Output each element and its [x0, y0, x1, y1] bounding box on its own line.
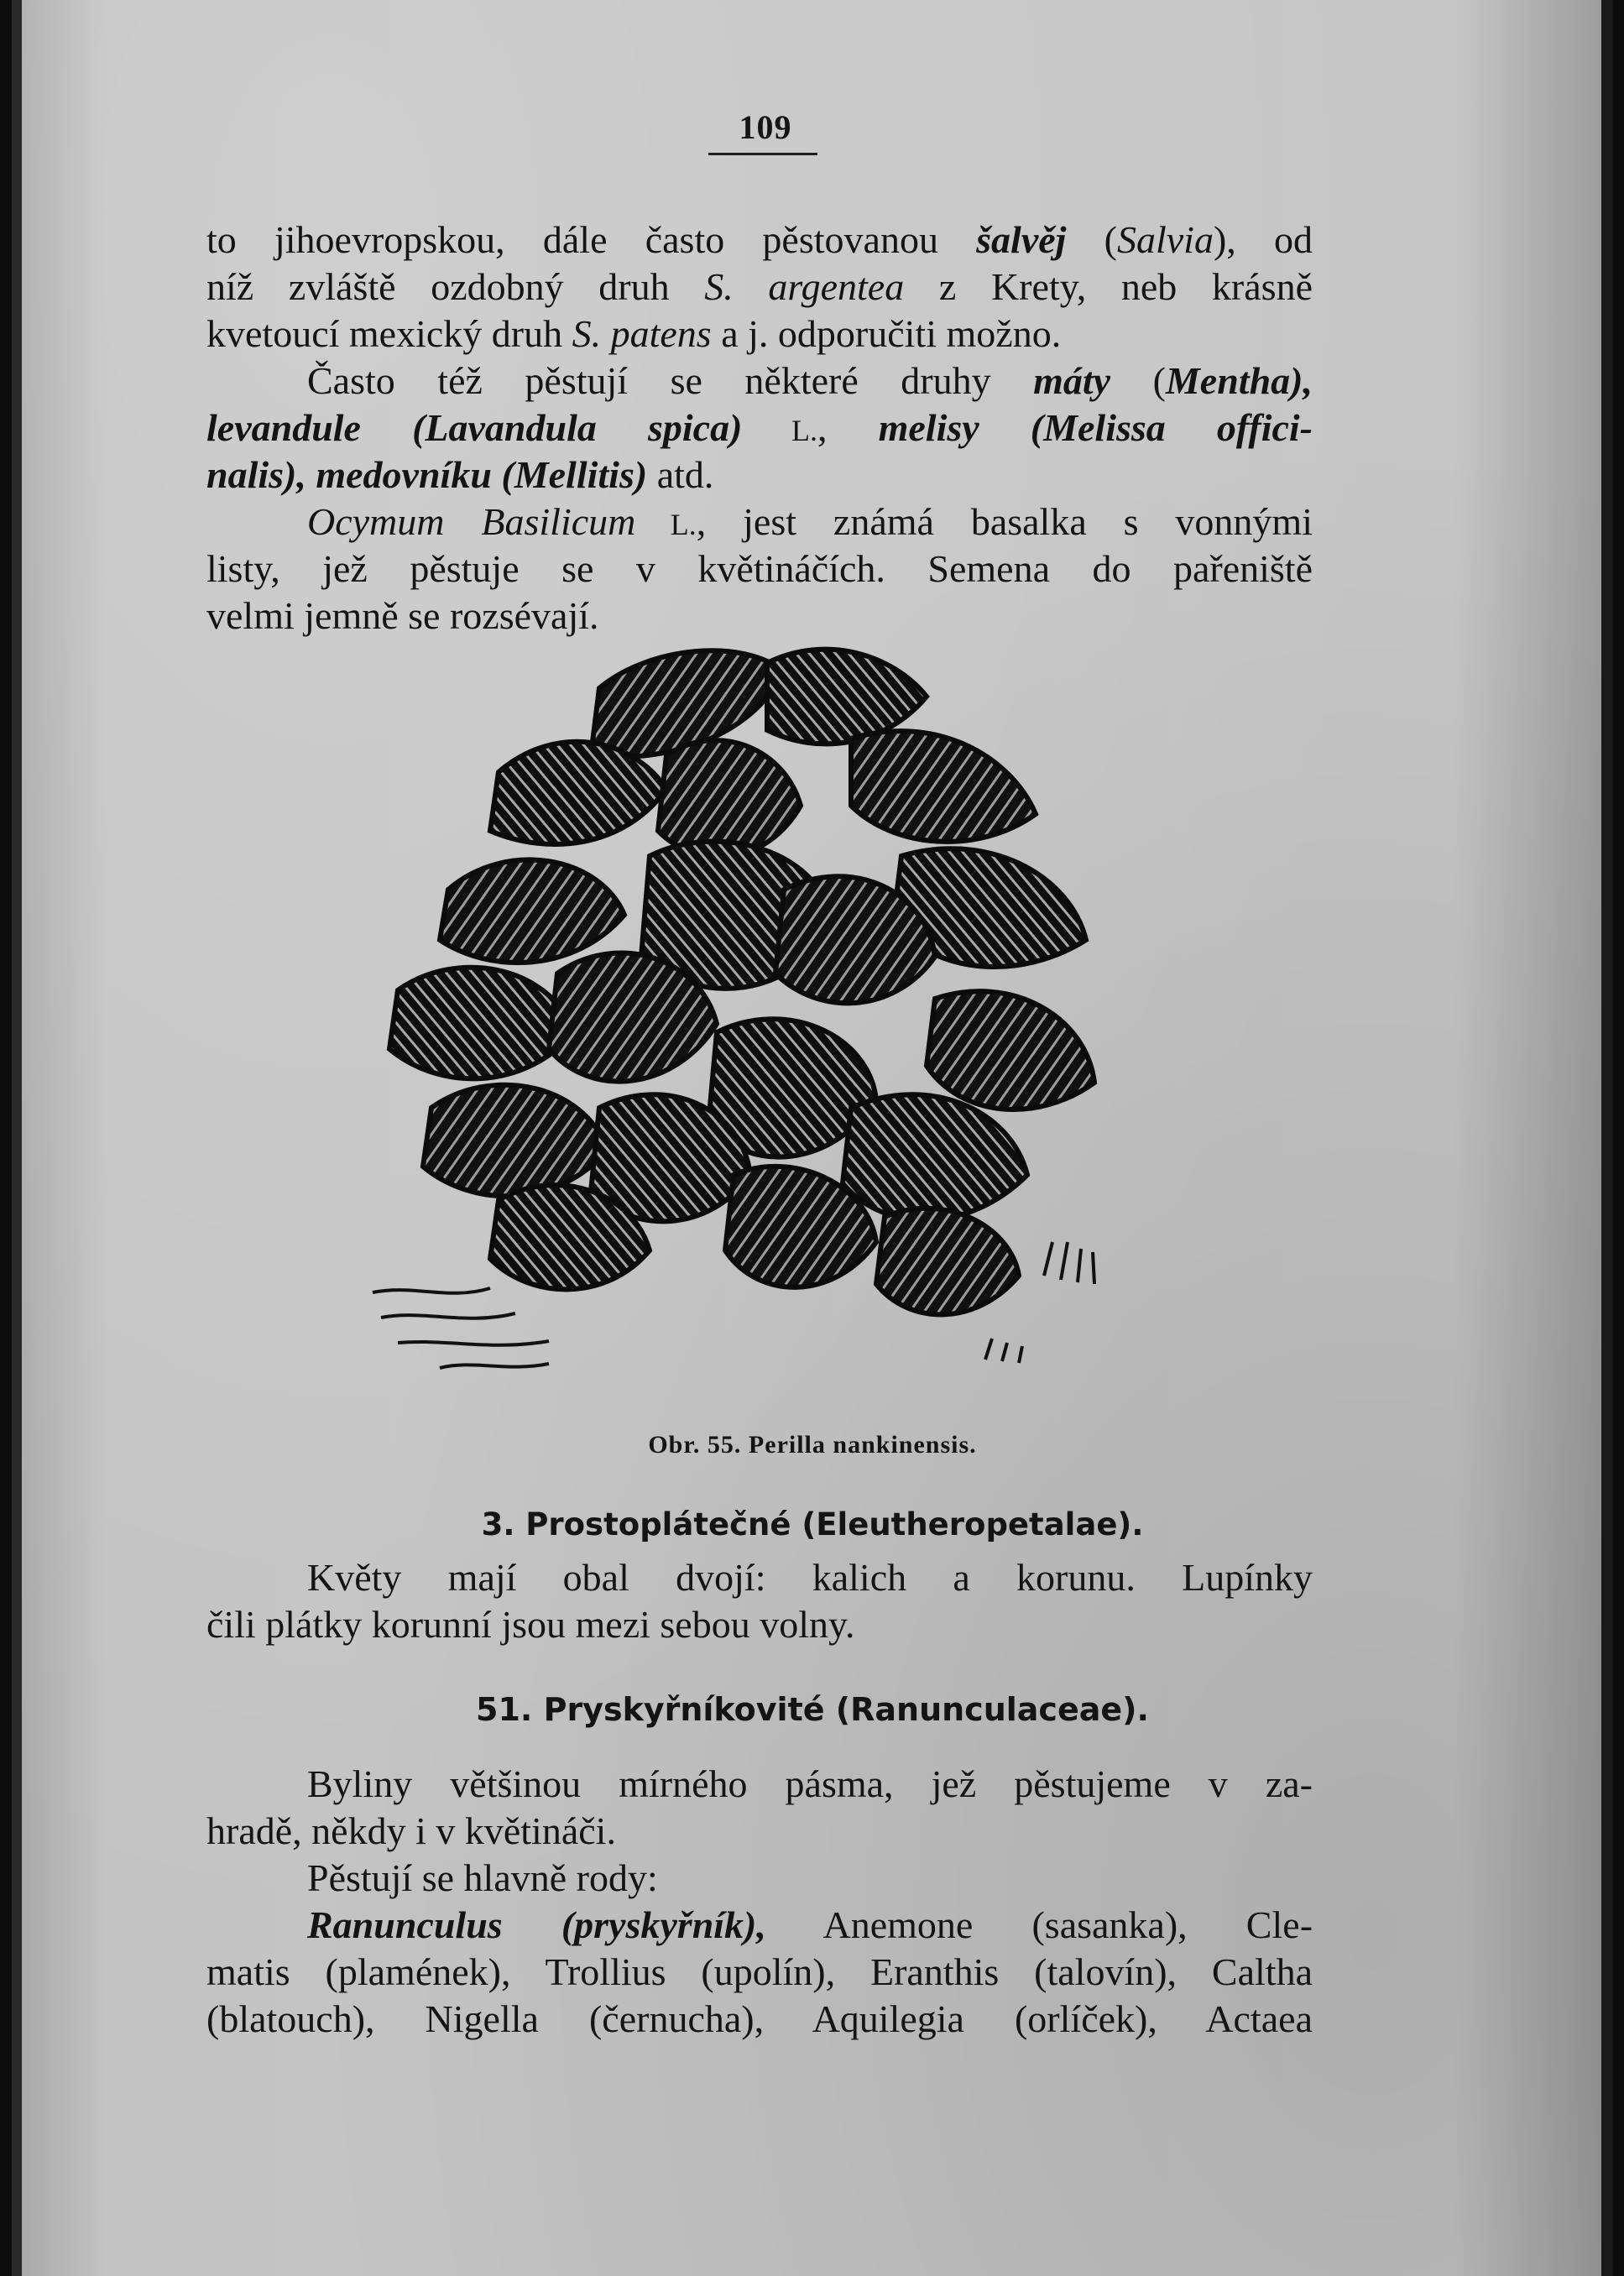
- middle-text-block: [206, 1554, 1313, 1648]
- paragraph-6-line-3: matis (plamének), Trollius (upolín), Eranthis (talovín), Caltha: [206, 1950, 1313, 1993]
- paragraph-3-line-3: velmi jemně se rozsévají.: [206, 594, 599, 637]
- paragraph-2-line-2: levandule (Lavandula spica) L., melisy (Melissa offici-: [206, 406, 1313, 449]
- paragraph-6-line-4: (blatouch), Nigella (černucha), Aquilegia (orlíček), Actaea: [206, 1997, 1313, 2040]
- paragraph-2-line-3: nalis), medovníku (Mellitis) atd.: [206, 453, 714, 496]
- paragraph-1-line-3: kvetoucí mexický druh S. patens a j. odporučiti možno.: [206, 312, 1062, 355]
- page-left-shadow: [12, 0, 22, 2276]
- paragraph-5-line-1: Byliny většinou mírného pásma, jež pěstujeme v za-: [307, 1762, 1313, 1805]
- leaf-cluster: [389, 650, 1094, 1315]
- bottom-text-block: [206, 1761, 1313, 2043]
- paragraph-4-line-1: Květy mají obal dvojí: kalich a korunu. Lupínky: [307, 1556, 1313, 1599]
- paragraph-5-line-2: hradě, někdy i v květináči.: [206, 1809, 616, 1852]
- book-page: [12, 0, 1613, 2276]
- paragraph-4-line-2: čili plátky korunní jsou mezi sebou volny.: [206, 1603, 855, 1646]
- paragraph-3-line-2: listy, jež pěstuje se v květináčích. Semena do pařeniště: [206, 547, 1313, 590]
- paragraph-3-line-1: Ocymum Basilicum L., jest známá basalka s vonnými: [307, 500, 1313, 543]
- figure-caption: Obr. 55. Perilla nankinensis.: [648, 1431, 977, 1459]
- page-number-rule: [708, 153, 817, 155]
- paragraph-1-line-1: to jihoevropskou, dále často pěstovanou šalvěj (Salvia), od: [206, 218, 1313, 261]
- page-number: 109: [739, 108, 792, 146]
- section-heading: 3. Prostoplátečné (Eleutheropetalae).: [481, 1506, 1144, 1543]
- family-heading: 51. Pryskyřníkovité (Ranunculaceae).: [476, 1691, 1149, 1728]
- paragraph-6-line-2: Ranunculus (pryskyřník), Anemone (sasanka), Cle-: [307, 1903, 1313, 1946]
- paragraph-6-line-1: Pěstují se hlavně rody:: [307, 1856, 658, 1899]
- top-text-block: [206, 217, 1313, 639]
- paragraph-1-line-2: níž zvláště ozdobný druh S. argentea z Krety, neb krásně: [206, 265, 1313, 308]
- page-right-shadow: [1601, 0, 1613, 2276]
- paragraph-2-line-1: Často též pěstují se některé druhy máty (Mentha),: [307, 359, 1313, 402]
- perilla-illustration: [347, 638, 1187, 1410]
